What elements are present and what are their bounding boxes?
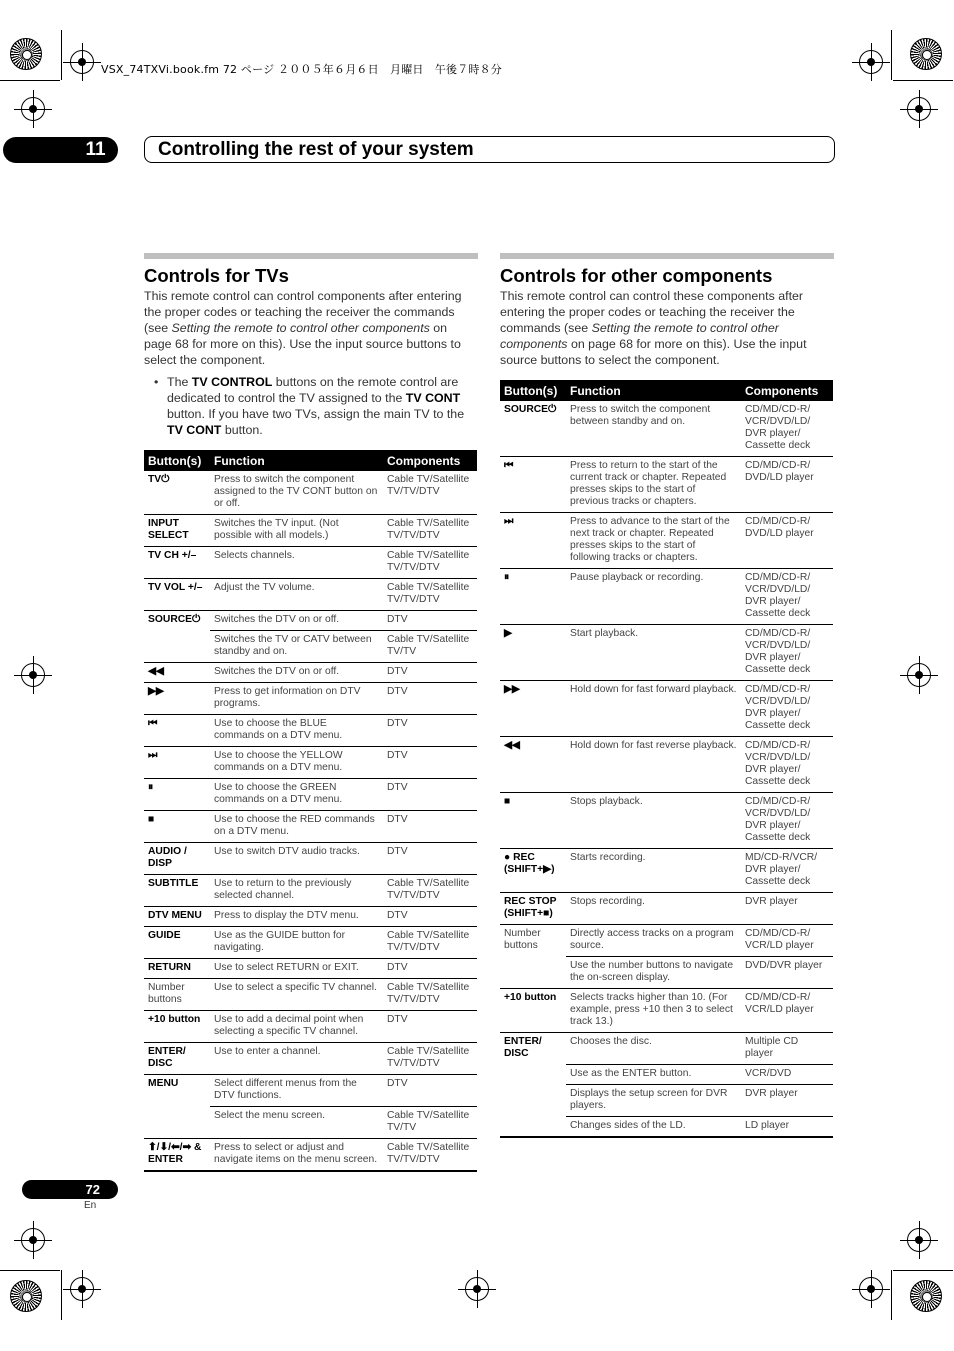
- table-row: [144, 959, 477, 979]
- crosshair-icon: [21, 663, 45, 687]
- intro-paragraph: This remote control can control these components after entering the proper codes or teaching the receiver the commands (see Setting the remote to control other components on page 68 for more on this). Use the input source buttons to select the component.: [500, 289, 807, 367]
- chapter-title: Controlling the rest of your system: [158, 139, 474, 160]
- table-row: [144, 979, 477, 1011]
- components-cell: DTV: [383, 907, 477, 927]
- table-row: [500, 1065, 833, 1085]
- table-header: Components: [741, 380, 833, 401]
- button-cell: [500, 1085, 566, 1117]
- components-cell: CD/MD/CD-R/ VCR/LD player: [741, 925, 833, 957]
- components-cell: CD/MD/CD-R/ VCR/DVD/LD/ DVR player/ Cassette deck: [741, 625, 833, 681]
- components-cell: DTV: [383, 959, 477, 979]
- button-cell: DTV MENU: [144, 907, 210, 927]
- button-cell: ▶: [500, 625, 566, 681]
- components-cell: Cable TV/Satellite TV/TV/DTV: [383, 875, 477, 907]
- language-label: En: [84, 1200, 97, 1211]
- function-cell: Use as the GUIDE button for navigating.: [210, 927, 383, 959]
- page-number-tab: [22, 1180, 118, 1199]
- table-header: Button(s): [500, 380, 566, 401]
- components-cell: CD/MD/CD-R/ VCR/DVD/LD/ DVR player/ Cassette deck: [741, 569, 833, 625]
- components-cell: Cable TV/Satellite TV/TV/DTV: [383, 1043, 477, 1075]
- crop-line: [893, 80, 953, 81]
- components-cell: MD/CD-R/VCR/ DVR player/ Cassette deck: [741, 849, 833, 893]
- crop-line: [61, 1270, 62, 1320]
- function-cell: Hold down for fast forward playback.: [566, 681, 741, 737]
- table-row: [144, 579, 477, 611]
- function-cell: Press to get information on DTV programs.: [210, 683, 383, 715]
- function-cell: Use to choose the BLUE commands on a DTV menu.: [210, 715, 383, 747]
- table-row: [144, 1075, 477, 1107]
- components-cell: CD/MD/CD-R/ VCR/LD player: [741, 989, 833, 1033]
- components-cell: DTV: [383, 1011, 477, 1043]
- crosshair-icon: [465, 1277, 489, 1301]
- function-cell: Changes sides of the LD.: [566, 1117, 741, 1138]
- intro-paragraph: This remote control can control components after entering the proper codes or teaching the receiver the commands (see Setting the remote to control other components on page 68 for more on this). Use the input source buttons to select the component.: [144, 289, 462, 367]
- crosshair-icon: [859, 1277, 883, 1301]
- table-row: [500, 925, 833, 957]
- table-row: [144, 471, 477, 515]
- registration-wheel-icon: [10, 38, 42, 70]
- button-cell: ◀◀: [144, 663, 210, 683]
- table-header: Components: [383, 450, 477, 471]
- components-cell: CD/MD/CD-R/ VCR/DVD/LD/ DVR player/ Cassette deck: [741, 681, 833, 737]
- button-cell: GUIDE: [144, 927, 210, 959]
- components-cell: CD/MD/CD-R/ VCR/DVD/LD/ DVR player/ Cassette deck: [741, 793, 833, 849]
- table-row: [144, 811, 477, 843]
- button-cell: +10 button: [144, 1011, 210, 1043]
- button-cell: ⏮: [500, 457, 566, 513]
- components-cell: DVR player: [741, 1085, 833, 1117]
- function-cell: Use to choose the RED commands on a DTV menu.: [210, 811, 383, 843]
- table-row: [500, 893, 833, 925]
- crop-line: [893, 1270, 953, 1271]
- function-cell: Select different menus from the DTV functions.: [210, 1075, 383, 1107]
- section-heading: Controls for other components: [500, 265, 773, 286]
- function-cell: Switches the TV input. (Not possible with all models.): [210, 515, 383, 547]
- crosshair-icon: [21, 1228, 45, 1252]
- button-cell: +10 button: [500, 989, 566, 1033]
- function-cell: Use to return to the previously selected channel.: [210, 875, 383, 907]
- components-cell: DTV: [383, 1075, 477, 1107]
- button-cell: ⏮: [144, 715, 210, 747]
- table-row: [500, 849, 833, 893]
- button-cell: ⏭: [500, 513, 566, 569]
- function-cell: Use the number buttons to navigate the on-screen display.: [566, 957, 741, 989]
- crosshair-icon: [907, 97, 931, 121]
- components-cell: Cable TV/Satellite TV/TV/DTV: [383, 1139, 477, 1172]
- table-row: [144, 875, 477, 907]
- table-row: [144, 1107, 477, 1139]
- function-cell: Press to switch the component between standby and on.: [566, 401, 741, 457]
- page-number: 72: [85, 1182, 100, 1197]
- function-cell: Press to switch the component assigned to the TV CONT button on or off.: [210, 471, 383, 515]
- components-cell: CD/MD/CD-R/ VCR/DVD/LD/ DVR player/ Cassette deck: [741, 401, 833, 457]
- button-cell: SUBTITLE: [144, 875, 210, 907]
- table-row: [144, 547, 477, 579]
- function-cell: Pause playback or recording.: [566, 569, 741, 625]
- table-header: Button(s): [144, 450, 210, 471]
- components-cell: Cable TV/Satellite TV/TV/DTV: [383, 515, 477, 547]
- function-cell: Use to select a specific TV channel.: [210, 979, 383, 1011]
- crop-line: [891, 30, 892, 80]
- tv-controls-table: [144, 450, 477, 1172]
- button-cell: [500, 1065, 566, 1085]
- table-row: [144, 611, 477, 631]
- table-row: [144, 907, 477, 927]
- components-cell: DTV: [383, 715, 477, 747]
- components-cell: DTV: [383, 747, 477, 779]
- print-info: VSX_74TXVi.book.fm 72 ページ ２００５年６月６日 月曜日 午後７時８分: [101, 63, 502, 76]
- table-row: [500, 1117, 833, 1138]
- right-column: [500, 253, 834, 1138]
- function-cell: Selects tracks higher than 10. (For example, press +10 then 3 to select track 13.): [566, 989, 741, 1033]
- function-cell: Press to display the DTV menu.: [210, 907, 383, 927]
- table-row: [144, 1043, 477, 1075]
- components-cell: DTV: [383, 811, 477, 843]
- components-cell: CD/MD/CD-R/ DVD/LD player: [741, 457, 833, 513]
- function-cell: Chooses the disc.: [566, 1033, 741, 1065]
- components-cell: DVR player: [741, 893, 833, 925]
- button-cell: ■: [500, 793, 566, 849]
- button-cell: ▶▶: [144, 683, 210, 715]
- components-cell: Cable TV/Satellite TV/TV/DTV: [383, 547, 477, 579]
- table-row: [500, 681, 833, 737]
- table-row: [500, 737, 833, 793]
- function-cell: Use to choose the GREEN commands on a DTV menu.: [210, 779, 383, 811]
- button-cell: TV VOL +/–: [144, 579, 210, 611]
- other-components-table: [500, 380, 833, 1138]
- table-row: [500, 457, 833, 513]
- button-cell: [144, 1107, 210, 1139]
- crosshair-icon: [21, 97, 45, 121]
- function-cell: Hold down for fast reverse playback.: [566, 737, 741, 793]
- function-cell: Use to select RETURN or EXIT.: [210, 959, 383, 979]
- table-row: [500, 513, 833, 569]
- table-row: [500, 989, 833, 1033]
- crop-line: [891, 1270, 892, 1320]
- button-cell: TV⏻: [144, 471, 210, 515]
- table-header: Function: [210, 450, 383, 471]
- section-bar: [144, 253, 478, 259]
- table-row: [500, 957, 833, 989]
- components-cell: Cable TV/Satellite TV/TV: [383, 631, 477, 663]
- table-row: [500, 1085, 833, 1117]
- function-cell: Use to add a decimal point when selecting a specific TV channel.: [210, 1011, 383, 1043]
- components-cell: DTV: [383, 779, 477, 811]
- crop-line: [61, 30, 62, 80]
- function-cell: Press to return to the start of the current track or chapter. Repeated presses skips to the start of previous tracks or chapters.: [566, 457, 741, 513]
- button-cell: REC STOP (SHIFT+■): [500, 893, 566, 925]
- table-row: [500, 793, 833, 849]
- components-cell: Cable TV/Satellite TV/TV/DTV: [383, 579, 477, 611]
- registration-wheel-icon: [910, 1280, 942, 1312]
- crop-line: [0, 1270, 60, 1271]
- function-cell: Switches the TV or CATV between standby and on.: [210, 631, 383, 663]
- button-cell: ENTER/ DISC: [144, 1043, 210, 1075]
- components-cell: Cable TV/Satellite TV/TV/DTV: [383, 927, 477, 959]
- components-cell: LD player: [741, 1117, 833, 1138]
- chapter-number-tab: [3, 137, 118, 163]
- button-cell: Number buttons: [144, 979, 210, 1011]
- registration-wheel-icon: [910, 38, 942, 70]
- crosshair-icon: [907, 1228, 931, 1252]
- button-cell: [500, 957, 566, 989]
- crosshair-icon: [907, 663, 931, 687]
- chapter-number: 11: [85, 139, 106, 160]
- table-row: [500, 569, 833, 625]
- components-cell: CD/MD/CD-R/ VCR/DVD/LD/ DVR player/ Cassette deck: [741, 737, 833, 793]
- left-column: [144, 253, 478, 1172]
- button-cell: ⏸: [144, 779, 210, 811]
- bullet-note: • The TV CONTROL buttons on the remote control are dedicated to control the TV assigned to the TV CONT button. If you have two TVs, assign the main TV to the TV CONT button.: [144, 374, 478, 438]
- crosshair-icon: [70, 50, 94, 74]
- button-cell: ● REC (SHIFT+▶): [500, 849, 566, 893]
- table-row: [500, 401, 833, 457]
- button-cell: Number buttons: [504, 928, 541, 951]
- function-cell: Use to enter a channel.: [210, 1043, 383, 1075]
- button-cell: ⏭: [144, 747, 210, 779]
- function-cell: Selects channels.: [210, 547, 383, 579]
- function-cell: Stops recording.: [566, 893, 741, 925]
- table-row: [144, 515, 477, 547]
- components-cell: Cable TV/Satellite TV/TV/DTV: [383, 471, 477, 515]
- components-cell: DVD/DVR player: [741, 957, 833, 989]
- function-cell: Use to switch DTV audio tracks.: [210, 843, 383, 875]
- table-row: [144, 715, 477, 747]
- function-cell: Switches the DTV on or off.: [210, 611, 383, 631]
- table-row: [144, 843, 477, 875]
- components-cell: DTV: [383, 843, 477, 875]
- button-cell: INPUT SELECT: [144, 515, 210, 547]
- button-cell: ⏸: [500, 569, 566, 625]
- button-cell: ENTER/ DISC: [504, 1036, 542, 1059]
- table-row: [144, 631, 477, 663]
- function-cell: Press to advance to the start of the next track or chapter. Repeated presses skips to the start of following tracks or chapters.: [566, 513, 741, 569]
- components-cell: Cable TV/Satellite TV/TV/DTV: [383, 979, 477, 1011]
- button-cell: ⬆/⬇/⬅/➡ & ENTER: [144, 1139, 210, 1172]
- components-cell: Cable TV/Satellite TV/TV: [383, 1107, 477, 1139]
- function-cell: Switches the DTV on or off.: [210, 663, 383, 683]
- section-bar: [500, 253, 834, 259]
- crop-line: [0, 80, 60, 81]
- button-cell: SOURCE⏻: [148, 614, 201, 625]
- components-cell: DTV: [383, 663, 477, 683]
- crosshair-icon: [70, 1277, 94, 1301]
- button-cell: [500, 1117, 566, 1138]
- button-cell: ■: [144, 811, 210, 843]
- table-row: [144, 779, 477, 811]
- table-row: [500, 625, 833, 681]
- table-row: [144, 1011, 477, 1043]
- function-cell: Press to select or adjust and navigate items on the menu screen.: [210, 1139, 383, 1172]
- section-heading: Controls for TVs: [144, 265, 289, 286]
- components-cell: CD/MD/CD-R/ DVD/LD player: [741, 513, 833, 569]
- table-row: [144, 747, 477, 779]
- function-cell: Starts recording.: [566, 849, 741, 893]
- registration-wheel-icon: [10, 1280, 42, 1312]
- function-cell: Select the menu screen.: [210, 1107, 383, 1139]
- button-cell: AUDIO / DISP: [144, 843, 210, 875]
- button-cell: RETURN: [144, 959, 210, 979]
- table-row: [144, 663, 477, 683]
- crosshair-icon: [859, 50, 883, 74]
- button-cell: [144, 631, 210, 663]
- function-cell: Directly access tracks on a program source.: [566, 925, 741, 957]
- button-cell: SOURCE⏻: [500, 401, 566, 457]
- function-cell: Stops playback.: [566, 793, 741, 849]
- table-row: [500, 1033, 833, 1065]
- button-cell: MENU: [148, 1078, 179, 1089]
- components-cell: VCR/DVD: [741, 1065, 833, 1085]
- button-cell: ▶▶: [500, 681, 566, 737]
- table-row: [144, 683, 477, 715]
- button-cell: TV CH +/–: [144, 547, 210, 579]
- function-cell: Start playback.: [566, 625, 741, 681]
- function-cell: Use as the ENTER button.: [566, 1065, 741, 1085]
- table-header: Function: [566, 380, 741, 401]
- components-cell: Multiple CD player: [741, 1033, 833, 1065]
- table-row: [144, 927, 477, 959]
- table-row: [144, 1139, 477, 1172]
- function-cell: Use to choose the YELLOW commands on a DTV menu.: [210, 747, 383, 779]
- components-cell: DTV: [383, 683, 477, 715]
- function-cell: Adjust the TV volume.: [210, 579, 383, 611]
- components-cell: DTV: [383, 611, 477, 631]
- button-cell: ◀◀: [500, 737, 566, 793]
- function-cell: Displays the setup screen for DVR players.: [566, 1085, 741, 1117]
